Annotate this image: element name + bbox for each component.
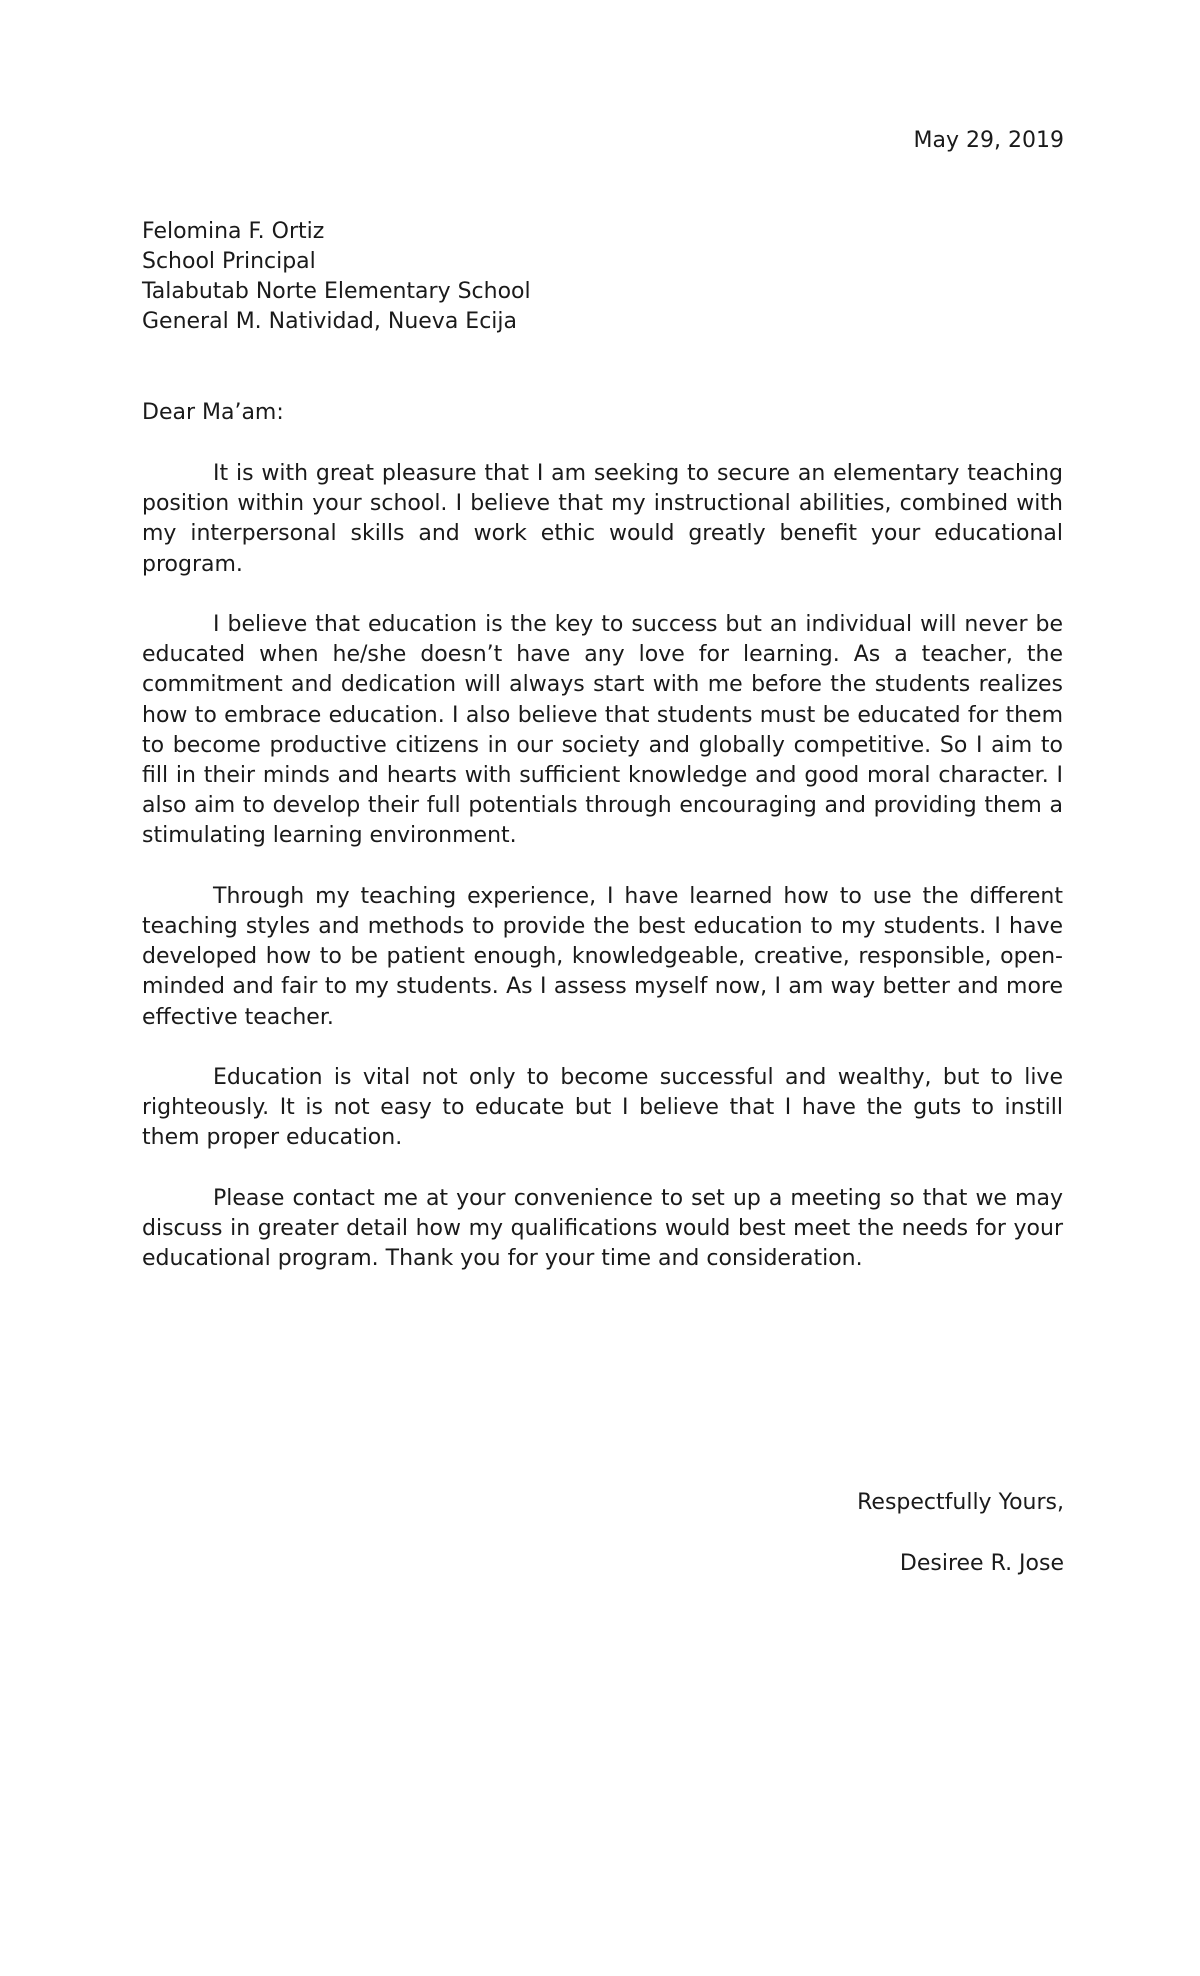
recipient-address: General M. Natividad, Nueva Ecija — [142, 309, 517, 334]
recipient-school: Talabutab Norte Elementary School — [142, 279, 531, 304]
body-paragraph-5: Please contact me at your convenience to set up a meeting so that we may discuss in greater detail how my qualifications would best meet the needs for your educational program. Thank you for your time and consideration. — [142, 1185, 1063, 1272]
recipient-title: School Principal — [142, 249, 316, 274]
closing-phrase: Respectfully Yours, — [857, 1490, 1064, 1515]
letter-date: May 29, 2019 — [913, 128, 1064, 153]
letter-body — [142, 459, 1063, 1305]
signature-name: Desiree R. Jose — [899, 1551, 1064, 1576]
recipient-name: Felomina F. Ortiz — [142, 219, 325, 244]
recipient-block — [142, 217, 531, 337]
body-paragraph-1: It is with great pleasure that I am seeking to secure an elementary teaching position within your school. I believe that my instructional abilities, combined with my interpersonal skills and work ethic would greatly benefit your educational program. — [142, 461, 1063, 577]
body-paragraph-2: I believe that education is the key to success but an individual will never be educated when he/she doesn’t have any love for learning. As a teacher, the commitment and dedication will always start with me before the students realizes how to embrace education. I also believe that students must be educated for them to become productive citizens in our society and globally competitive. So I aim to fill in their minds and hearts with sufficient knowledge and good moral character. I also aim to develop their full potentials through encouraging and providing them a stimulating learning environment. — [142, 612, 1063, 849]
salutation: Dear Ma’am: — [142, 400, 284, 425]
body-paragraph-4: Education is vital not only to become successful and wealthy, but to live righteously. It is not easy to educate but I believe that I have the guts to instill them proper education. — [142, 1065, 1063, 1151]
body-paragraph-3: Through my teaching experience, I have learned how to use the different teaching styles and methods to provide the best education to my students. I have developed how to be patient enough, knowledgeable, creative, responsible, open-minded and fair to my students. As I assess myself now, I am way better and more effective teacher. — [142, 883, 1063, 1030]
